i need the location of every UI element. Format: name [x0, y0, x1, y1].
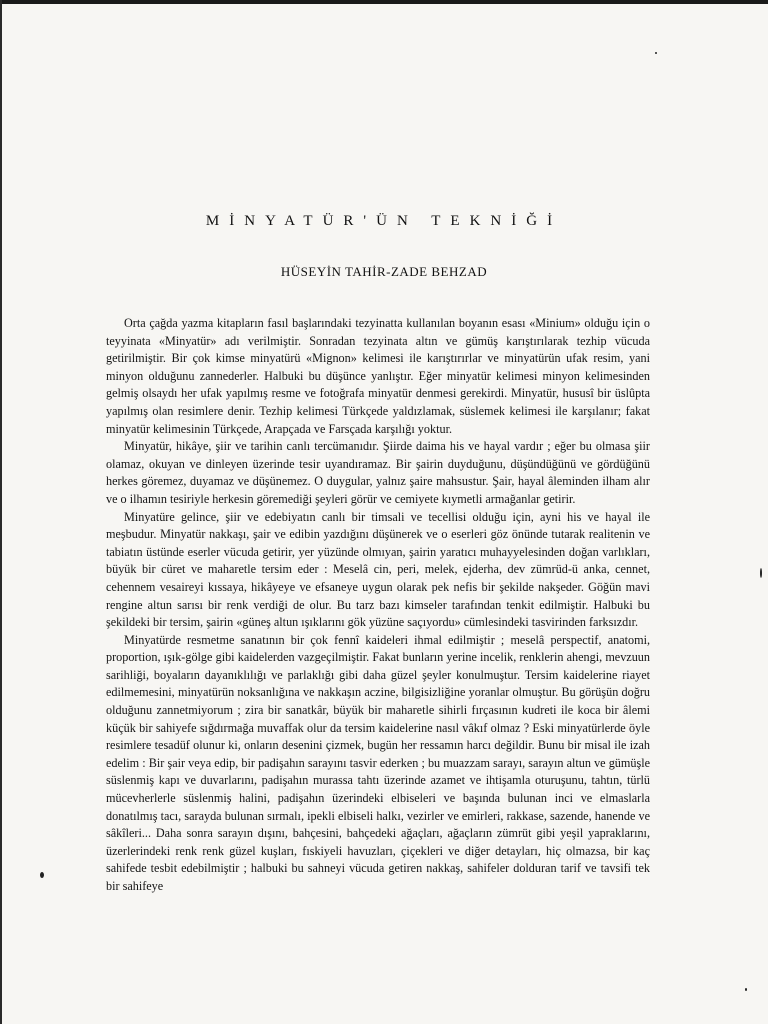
article-title: MİNYATÜR'ÜN TEKNİĞİ	[205, 213, 563, 229]
article-author: HÜSEYİN TAHİR-ZADE BEHZAD	[280, 264, 488, 279]
scan-border-left	[0, 0, 2, 1024]
paragraph-2: Minyatür, hikâye, şiir ve tarihin canlı tercümanıdır. Şiirde daima his ve hayal vardır ; eğer bu olmasa şiir olamaz, okuyan ve dinleyen üzerinde tesir uyandıramaz. Bir şairin duyduğunu, düşündüğünü ve gördüğünü herkes göremez, duyamaz ve düşünemez. O duygular, yalnız şaire mahsustur. Şair, hayal âleminden ilham alır ve o ilhamın tesiriyle herkesin göremediği şeyleri görür ve cemiyete kıymetli armağanlar getirir.	[106, 439, 650, 506]
speck	[760, 568, 762, 578]
speck	[745, 988, 747, 991]
scan-border-top	[0, 0, 768, 4]
paragraph-1: Orta çağda yazma kitapların fasıl başlarındaki tezyinatta kullanılan boyanın esası «Minium» olduğu için o teyyinata «Minyatür» adı verilmiştir. Sonradan tezyinata altın ve gümüş karıştırılarak tezhip vücuda getirilmiştir. Bir çok kimse minyatürü «Mignon» kelimesi ile karıştırırlar ve minyatürün ufak resim, yani minyon olduğunu zannederler. Halbuki bu düşünce yanlıştır. Eğer minyatür kelimesi minyon kelimesinden gelmiş olsaydı her ufak yapılmış resme ve fotoğrafa minyatür denmesi gerekirdi. Minyatür, hususî bir üslûpta yapılmış olan resimlere denir. Tezhip kelimesi Türkçede yaldızlamak, süslemek kelimesi ile karşılanır; fakat minyatür kelimesinin Türkçede, Arapçada ve Farsçada karşılığı yoktur.	[106, 316, 650, 436]
speck	[40, 872, 44, 878]
paragraph-4: Minyatürde resmetme sanatının bir çok fennî kaideleri ihmal edilmiştir ; meselâ perspectif, anatomi, proportion, ışık-gölge gibi kaidelerden vazgeçilmiştir. Fakat bunların yerine incelik, renklerin ahengi, mevzuun sarihliği, boyaların dayanıklılığı ve parlaklığı gibi daha güzel şeyler konulmuştur. Tersim kaidelerine riayet edilmemesini, minyatürün noksanlığına ve nakkaşın aczine, bilgisizliğine yoranlar olmuştur. Bu görüşün doğru olduğunu zannetmiyorum ; zira bir sanatkâr, büyük bir maharetle sihirli fırçasının kudreti ile koca bir âlemi küçük bir sahiyefe sığdırmağa muvaffak olur da tersim kaidelerine nasıl vâkıf olmaz ? Eski minyatürlerde öyle resimlere tesadüf olunur ki, onların desenini çizmek, bugün her ressamın harcı değildir. Bunu bir misal ile izah edelim : Bir şair veya edip, bir padişahın sarayını tasvir ederken ; bu muazzam sarayı, sarayın altun ve gümüşle süslenmiş kapı ve duvarlarını, padişahın murassa tahtı üzerinde azamet ve ihtişamla oturuşunu, tahtın, türlü mücevherlerle süslenmiş halini, padişahın üzerindeki elbiseleri ve başında bulunan inci ve elmaslarla donatılmış tacı, sarayda bulunan sırmalı, ipekli elbiseli halkı, vezirler ve emirleri, rakkase, sazende, hanende ve sâkîleri... Daha sonra sarayın dışını, bahçesini, bahçedeki ağaçları, ağaçların zümrüt gibi yeşil yapraklarını, üzerlerindeki renk renk güzel kuşları, fıskiyeli havuzları, çiçekleri ve diğer detayları, hiç olmazsa, bir kaç sahifede tesbit edebilmiştir ; halbuki bu sahneyi vücuda getiren nakkaş, sahifeler dolduran tarif ve tavsifi tek bir sahifeye	[106, 632, 650, 893]
speck	[655, 52, 657, 54]
article-body	[106, 315, 650, 896]
paragraph-3: Minyatüre gelince, şiir ve edebiyatın canlı bir timsali ve tecellisi olduğu için, ayni his ve hayal ile meşbudur. Minyatür nakkaşı, şair ve edibin yazdığını düşünerek ve o eserleri göz önünde tutarak realitenin ve tabiatın üstünde eserler vücuda getirir, yer yüzünde olmıyan, şairin yaratıcı muhayyelesinden doğan varlıkları, büyük bir cüret ve maharetle tersim eder : Meselâ cin, peri, melek, ejderha, dev zümrüd-ü anka, cennet, cehennem vesaireyi kıssaya, hikâyeye ve efsaneye uygun olarak pek nefis bir şekilde nakşeder. Göğün mavi rengine altun sarısı bir renk verdiği de olur. Bu tarz bazı kimseler tarafından tenkit edilmiştir. Halbuki bu şekildeki bir tersim, şairin «güneş altun ışıklarını gök yüzüne saçıyordu» cümlesindeki tasvirinden farksızdır.	[106, 509, 650, 630]
